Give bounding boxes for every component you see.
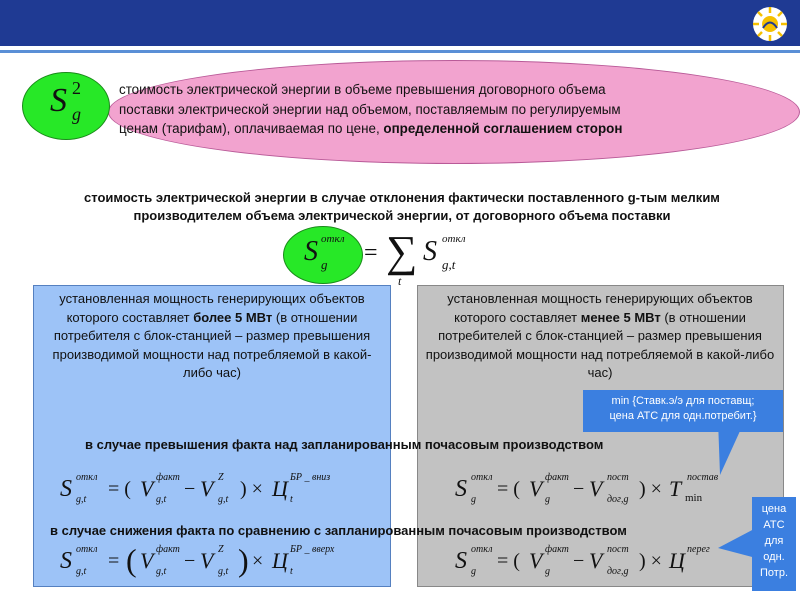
heading-line-1: стоимость электрической энергии в случае отклонения фактически поставленного g-тым мелким xyxy=(84,190,720,205)
sum-rhs-sup: откл xyxy=(442,233,466,245)
sum-sigma-icon: ∑ xyxy=(386,227,418,276)
subhead-excess: в случае превышения факта над запланированным почасовым производством xyxy=(85,437,604,452)
callout-ats-price xyxy=(752,497,796,591)
callout-min-line-2: цена АТС для одн.потребит.} xyxy=(609,410,757,422)
sum-rhs-sub: g,t xyxy=(442,257,456,272)
sum-index: t xyxy=(398,274,402,288)
callout-ats-l5: Потр. xyxy=(760,567,788,579)
callout-min-line-1: min {Ставк.э/э для поставщ; xyxy=(611,395,755,407)
callout-ats-l1: цена xyxy=(761,503,787,515)
formula-gray-excess: S откл g = ( V факт g − V пост дог,g ) × T постав min xyxy=(455,472,719,505)
sum-lhs-S: S xyxy=(304,236,318,267)
definition-bold: определенной соглашением сторон xyxy=(383,121,623,136)
definition-line-3: ценам (тарифам), оплачиваемая по цене, определенной соглашением сторон xyxy=(119,121,623,136)
callout-ats-l3: для xyxy=(764,535,784,547)
symbol-sg2-sub: g xyxy=(72,104,81,124)
subhead-shortfall: в случае снижения факта по сравнению с запланированным почасовым производством xyxy=(50,523,627,538)
heading-line-2: производителем объема электрической энергии, от договорного объема поставки xyxy=(133,208,671,223)
panel-over-5mw-text: установленная мощность генерирующих объектов которого составляет более 5 МВт (в отношении потребителя с блок-станцией – размер превышения производимой мощности над потребляемой в какой-либо час) xyxy=(52,291,372,380)
callout-ats-l2: АТС xyxy=(763,519,785,531)
formula-blue-excess: S откл g,t = ( V факт g,t − V Z g,t ) × Ц БР _ вниз t xyxy=(60,472,331,505)
divider-line xyxy=(0,50,800,53)
sun-logo-icon xyxy=(746,2,794,46)
sum-equals: = xyxy=(364,240,378,266)
panel-under-5mw-text: установленная мощность генерирующих объектов которого составляет менее 5 МВт (в отношении потребителей с блок-станцией – размер превышения производимой мощности над потребляемой в какой-либо час) xyxy=(425,291,775,380)
symbol-sg2-sup: 2 xyxy=(72,78,81,98)
header-bar xyxy=(0,0,800,46)
sum-lhs-sub: g xyxy=(321,257,328,272)
definition-line-1: стоимость электрической энергии в объеме превышения договорного объема xyxy=(119,82,606,97)
sum-lhs-sup: откл xyxy=(321,233,345,245)
definition-line-2: поставки электрической энергии над объемом, поставляемым по регулируемым xyxy=(119,101,621,117)
symbol-sg2-S: S xyxy=(50,82,67,119)
formula-gray-shortfall: S откл g = ( V факт g − V пост дог,g ) × Ц перег xyxy=(455,544,710,577)
sum-rhs-S: S xyxy=(423,236,437,267)
callout-ats-l4: одн. xyxy=(763,551,785,563)
formula-blue-shortfall: S откл g,t = ( V факт g,t − V Z g,t ) × Ц БР _ вверх t xyxy=(60,542,335,578)
section-heading xyxy=(22,189,782,225)
callout-min-rate xyxy=(583,390,783,432)
definition-text xyxy=(119,80,799,139)
